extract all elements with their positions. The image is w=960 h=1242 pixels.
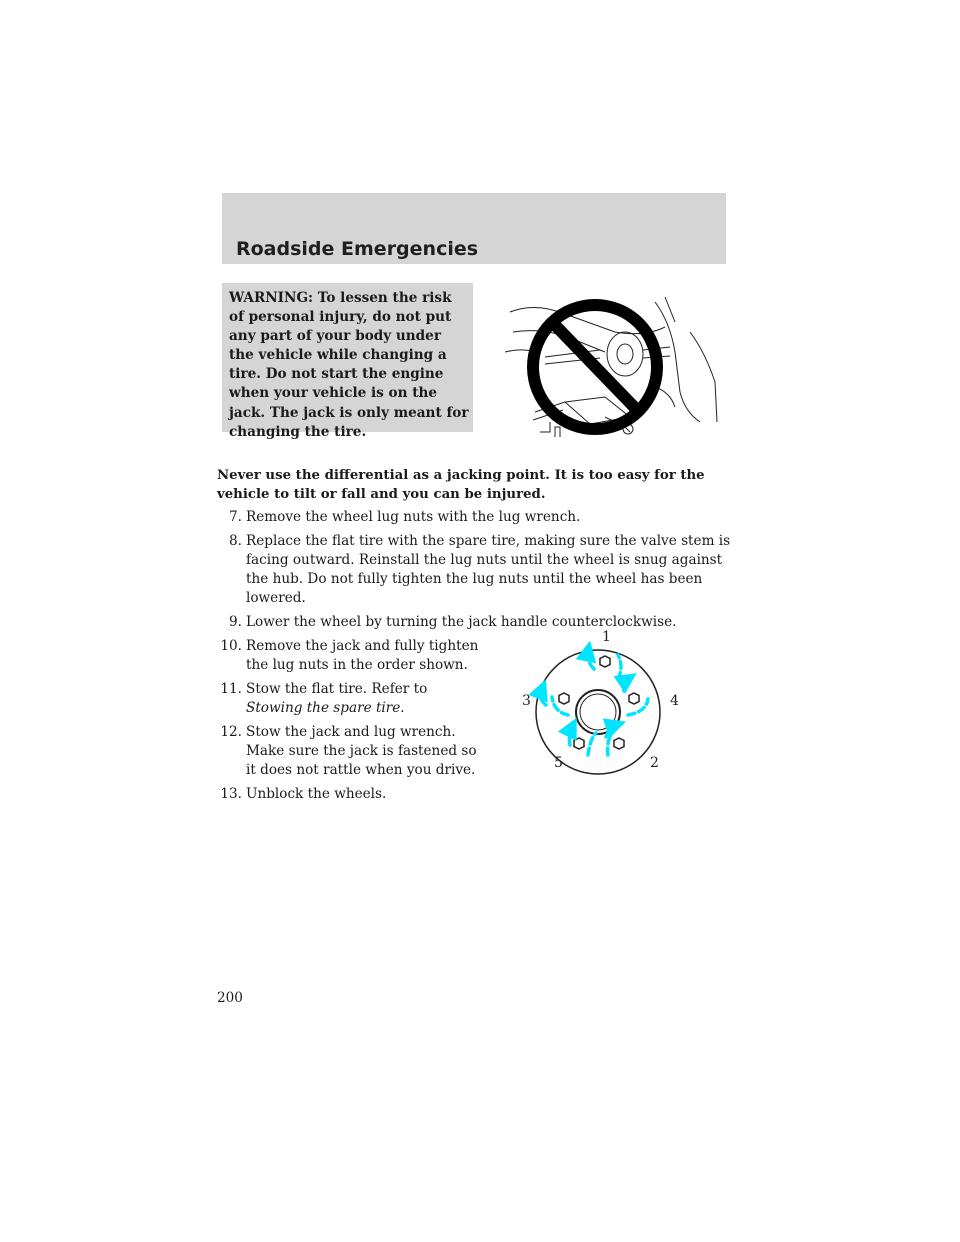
step-text: Stow the flat tire. Refer to	[246, 681, 428, 697]
lug-nut-1	[600, 656, 610, 667]
step-number: 9.	[229, 614, 242, 630]
lug-order-label-2: 2	[650, 755, 659, 771]
warning-text: WARNING: To lessen the risk of personal injury, do not put any part of your body under the vehicle while changing a tire. Do not start the engine when your vehicle is on the jack. The jack is only meant for changing the tire.	[229, 290, 469, 440]
step-number: 10.	[220, 638, 242, 654]
step-item	[217, 785, 737, 804]
lug-order-label-1: 1	[602, 629, 611, 645]
step-item	[217, 532, 737, 608]
lug-order-label-3: 3	[522, 693, 531, 709]
step-text: Lower the wheel by turning the jack handle counterclockwise.	[246, 614, 677, 630]
step-text: Replace the flat tire with the spare tire, making sure the valve stem is facing outward. Reinstall the lug nuts until the wheel is snug against the hub. Do not fully tighten the lug nuts until the wheel has been lowered.	[246, 533, 731, 606]
lug-nut-5	[574, 738, 584, 749]
step-reference: Stowing the spare tire.	[246, 700, 405, 716]
step-item	[217, 508, 737, 527]
step-number: 8.	[229, 533, 242, 549]
step-item	[217, 723, 482, 780]
lug-nut-tightening-order-diagram	[510, 627, 690, 787]
page-number: 200	[217, 990, 243, 1006]
lug-order-label-5: 5	[554, 755, 563, 771]
step-text: Stow the jack and lug wrench. Make sure the jack is fastened so it does not rattle when you drive.	[246, 724, 477, 778]
lug-nut-4	[629, 693, 639, 704]
differential-warning: Never use the differential as a jacking point. It is too easy for the vehicle to tilt or fall and you can be injured.	[217, 468, 705, 502]
step-number: 13.	[220, 786, 242, 802]
step-item	[217, 680, 482, 718]
lug-order-label-4: 4	[670, 693, 679, 709]
lug-nut-3	[559, 693, 569, 704]
lug-nut-2	[614, 738, 624, 749]
step-number: 12.	[220, 724, 242, 740]
step-text: Remove the jack and fully tighten the lug nuts in the order shown.	[246, 638, 479, 673]
step-text: Remove the wheel lug nuts with the lug wrench.	[246, 509, 581, 525]
step-text: Unblock the wheels.	[246, 786, 387, 802]
step-number: 7.	[229, 509, 242, 525]
step-item	[217, 637, 482, 675]
no-jacking-under-vehicle-illustration	[505, 292, 720, 442]
section-title: Roadside Emergencies	[236, 238, 479, 260]
step-number: 11.	[220, 681, 242, 697]
